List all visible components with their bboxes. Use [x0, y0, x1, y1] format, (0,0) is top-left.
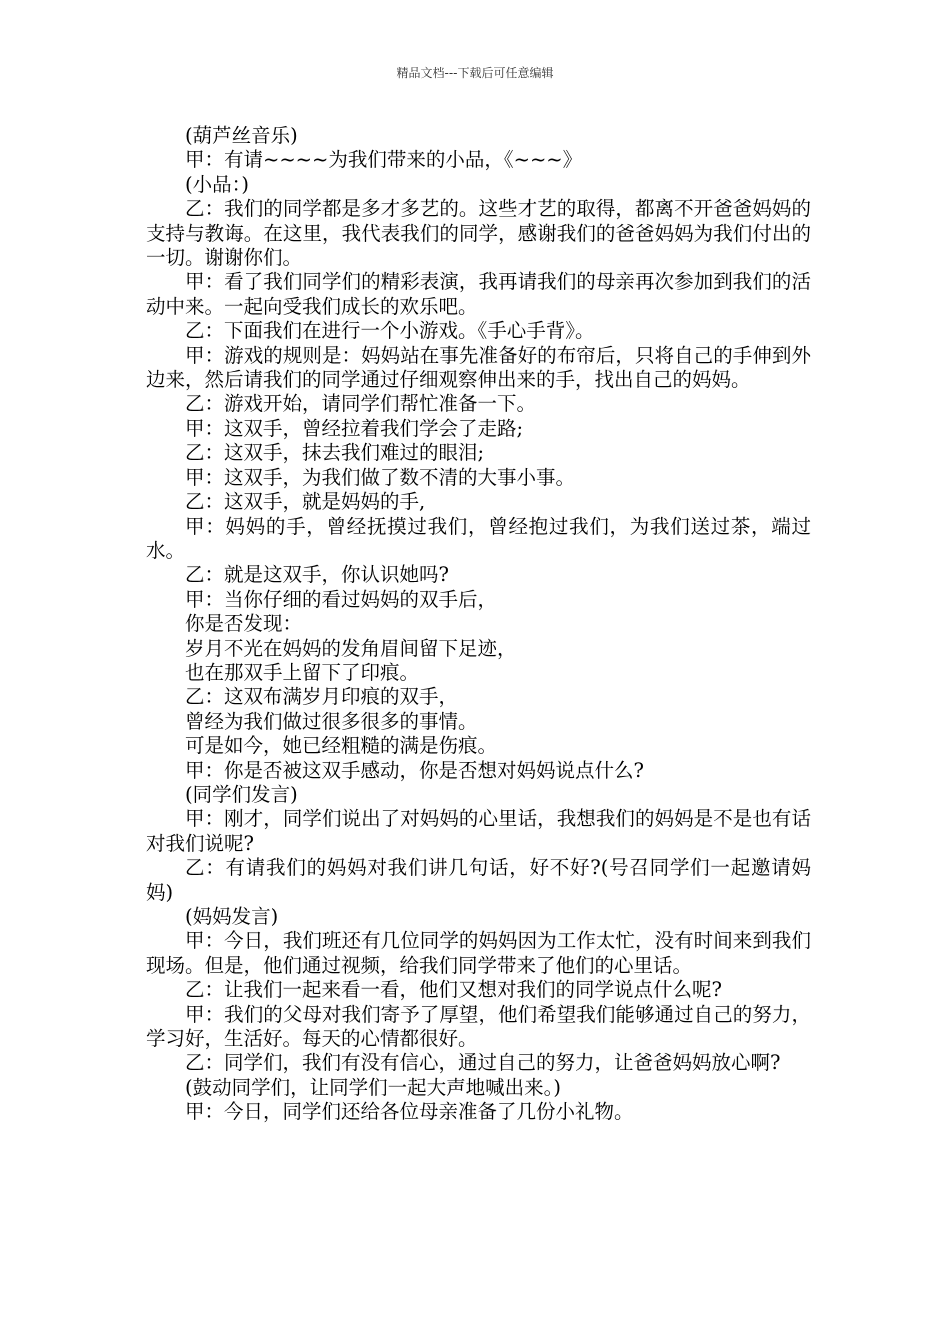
paragraph: 甲：游戏的规则是：妈妈站在事先准备好的布帘后，只将自己的手伸到外边来，然后请我们的同学通过仔细观察伸出来的手，找出自己的妈妈。: [146, 343, 811, 392]
paragraph: (鼓动同学们，让同学们一起大声地喊出来。): [185, 1075, 561, 1099]
paragraph: (同学们发言): [185, 782, 298, 806]
paragraph: 乙：游戏开始，请同学们帮忙准备一下。: [185, 392, 537, 416]
paragraph: (妈妈发言): [185, 905, 279, 928]
paragraph: 甲：看了我们同学们的精彩表演，我再请我们的母亲再次参加到我们的活动中来。一起向受我们成长的欢乐吧。: [146, 270, 811, 318]
paragraph: 乙：就是这双手，你认识她吗?: [185, 563, 449, 587]
paragraph: 甲：这双手，曾经拉着我们学会了走路;: [185, 416, 524, 440]
paragraph: 甲：你是否被这双手感动，你是否想对妈妈说点什么?: [185, 758, 644, 782]
paragraph: 乙：让我们一起来看一看，他们又想对我们的同学说点什么呢?: [185, 978, 722, 1002]
document-body: [146, 124, 811, 1125]
paragraph: 甲：我们的父母对我们寄予了厚望，他们希望我们能够通过自己的努力，学习好，生活好。每天的心情都很好。: [146, 1002, 811, 1051]
paragraph: 乙：这双手，就是妈妈的手,: [185, 490, 426, 514]
paragraph: 甲：当你仔细的看过妈妈的双手后，: [185, 587, 498, 611]
paragraph: 你是否发现：: [185, 612, 303, 636]
page-header: 精品文档---下载后可任意编辑: [396, 66, 554, 80]
paragraph: 甲：这双手，为我们做了数不清的大事小事。: [185, 465, 576, 489]
paragraph: 可是如今，她已经粗糙的满是伤痕。: [185, 734, 498, 758]
paragraph: 乙：这双手，抹去我们难过的眼泪;: [185, 441, 485, 465]
paragraph: 曾经为我们做过很多很多的事情。: [185, 709, 478, 733]
paragraph: 乙：同学们，我们有没有信心，通过自己的努力，让爸爸妈妈放心啊?: [185, 1051, 781, 1075]
paragraph: (小品：): [185, 172, 249, 196]
paragraph: 也在那双手上留下了印痕。: [185, 660, 420, 684]
paragraph: 乙：下面我们在进行一个小游戏。《手心手背》。: [185, 319, 595, 343]
paragraph: 甲：今日，我们班还有几位同学的妈妈因为工作太忙，没有时间来到我们现场。但是，他们通过视频，给我们同学带来了他们的心里话。: [146, 929, 811, 977]
paragraph: 乙：有请我们的妈妈对我们讲几句话，好不好?(号召同学们一起邀请妈妈): [146, 856, 811, 904]
paragraph: 岁月不光在妈妈的发角眉间留下足迹，: [185, 636, 517, 660]
paragraph: 甲：有请~~~~为我们带来的小品，《~~~》: [185, 148, 583, 172]
paragraph: 乙：这双布满岁月印痕的双手，: [185, 685, 459, 709]
paragraph: 乙：我们的同学都是多才多艺的。这些才艺的取得，都离不开爸爸妈妈的支持与教诲。在这里，我代表我们的同学，感谢我们的爸爸妈妈为我们付出的一切。谢谢你们。: [146, 197, 811, 270]
paragraph: 甲：今日，同学们还给各位母亲准备了几份小礼物。: [185, 1100, 634, 1124]
paragraph: 甲：刚才，同学们说出了对妈妈的心里话，我想我们的妈妈是不是也有话对我们说呢?: [146, 807, 811, 855]
paragraph: 甲：妈妈的手，曾经抚摸过我们，曾经抱过我们，为我们送过茶，端过水。: [146, 514, 811, 562]
paragraph: (葫芦丝音乐): [185, 124, 298, 147]
